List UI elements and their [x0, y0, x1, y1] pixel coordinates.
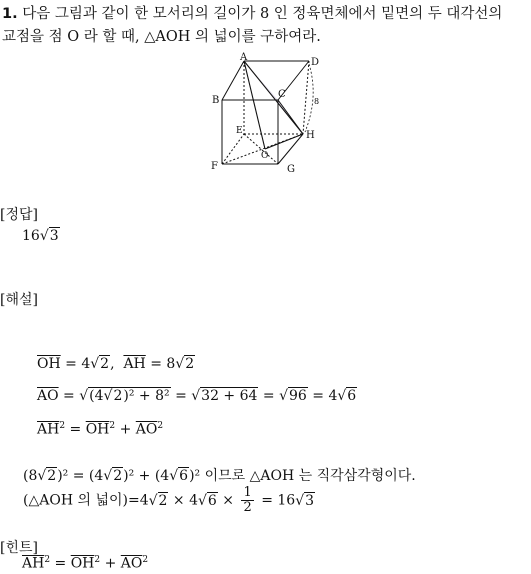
segment-ao: $\overline{AO}$ — [37, 388, 59, 404]
segment-oh: $\overline{OH}$ — [37, 356, 61, 372]
line5-d-rad: 3 — [305, 492, 315, 509]
segment-oh: $\overline{OH}$ — [70, 555, 95, 572]
answer-heading: [정답] — [0, 207, 38, 223]
question-text-1: 다음 그림과 같이 한 모서리의 길이가 8 인 정육면체에서 밑면의 두 대각선의 — [22, 6, 503, 22]
eq1-oh-radicand: 2 — [100, 356, 110, 372]
solution-eq-1 — [37, 356, 195, 372]
hint-plus: + — [104, 555, 117, 572]
eq1-ah-coef: = 8 — [150, 356, 176, 372]
hint-heading: [힌트] — [0, 540, 38, 556]
label-F: F — [211, 161, 218, 172]
label-O: O — [261, 151, 269, 161]
eq2-inner-b: )² + 8² — [123, 388, 170, 404]
line4-b: )² = (4 — [57, 468, 104, 484]
solution-eq-3: $\overline{AH}^2 = \overline{OH}^2 + \overline{AO}^2$ — [37, 421, 164, 438]
frac-den: 2 — [243, 500, 252, 515]
eq2-eq3: = — [262, 388, 275, 404]
sqrt-sign: √3 — [295, 492, 315, 509]
sqrt-sign: √2 — [175, 356, 195, 372]
segment-ah: $\overline{AH}$ — [123, 356, 146, 372]
label-E: E — [236, 126, 243, 136]
line4-b-rad: 2 — [113, 468, 123, 484]
segment-ao: $\overline{AO}$ — [135, 421, 158, 438]
line5-a: (△AOH 의 넓이)=4 — [23, 492, 149, 509]
answer-value — [22, 228, 60, 244]
line4-c-rad: 6 — [179, 468, 189, 484]
segment-ao: $\overline{AO}$ — [120, 555, 143, 572]
sqrt-outer: √(4√2)² + 8² — [79, 388, 170, 404]
label-A: A — [240, 52, 248, 63]
solution-heading: [해설] — [0, 292, 38, 308]
label-C: C — [278, 89, 286, 100]
segment-ah: $\overline{AH}$ — [22, 555, 45, 572]
label-D: D — [311, 57, 320, 68]
line4-d: )² — [189, 468, 201, 484]
sqrt-sign: √2 — [103, 388, 123, 404]
sqrt-sign: √6 — [337, 388, 357, 404]
segment-ah: $\overline{AH}$ — [37, 421, 60, 438]
answer-radicand: 3 — [49, 228, 59, 244]
eq2-rad4: 6 — [347, 388, 357, 404]
solution-line-5 — [23, 486, 315, 515]
line5-b: × 4 — [172, 492, 198, 509]
sqrt-sign: √3 — [39, 228, 59, 244]
eq2-rad3: 96 — [289, 388, 307, 404]
question-line-1 — [2, 2, 502, 23]
fraction-one-half — [241, 486, 253, 515]
line5-a-rad: 2 — [158, 492, 168, 509]
line4-a: (8 — [23, 468, 38, 484]
line4-a-rad: 2 — [47, 468, 57, 484]
eq2-eq: = — [63, 388, 75, 404]
eq2-rad2: 32 + 64 — [201, 388, 258, 404]
sqrt-sign: √6 — [198, 492, 217, 509]
hint-eq: $\overline{AH}^2 = \overline{OH}^2 + \overline{AO}^2$ — [22, 555, 149, 572]
question-number: 1. — [2, 6, 18, 22]
eq2-inner-radicand: 2 — [113, 388, 123, 404]
label-G: G — [287, 164, 295, 175]
line4-c: )² + (4 — [123, 468, 170, 484]
sqrt-sign: √6 — [169, 468, 189, 484]
label-B: B — [212, 95, 220, 106]
eq2-eq2: = — [175, 388, 187, 404]
question-line-2 — [2, 25, 321, 46]
answer-coef: 16 — [22, 228, 40, 244]
eq1-ah-radicand: 2 — [185, 356, 195, 372]
hint-eq-sign: = — [54, 555, 67, 572]
eq2-eq4: = 4 — [312, 388, 338, 404]
label-H: H — [306, 130, 315, 141]
line4-text: 이므로 △AOH 는 직각삼각형이다. — [204, 468, 416, 484]
sqrt-sign: √2 — [37, 468, 57, 484]
eq1-oh-coef: = 4 — [65, 356, 91, 372]
eq1-sep: , — [110, 356, 115, 372]
segment-oh: $\overline{OH}$ — [85, 421, 110, 438]
line5-b-rad: 6 — [207, 492, 217, 509]
solution-line-4 — [23, 465, 416, 485]
sqrt-sign: √96 — [279, 388, 307, 404]
eq3-eq: = — [69, 421, 82, 438]
label-edge-length: 8 — [314, 97, 320, 106]
eq3-plus: + — [119, 421, 132, 438]
frac-num: 1 — [243, 485, 252, 500]
cube-figure — [205, 52, 335, 177]
sqrt-sign: √2 — [103, 468, 123, 484]
line5-c: × — [222, 492, 235, 509]
question-text-2: 교점을 점 O 라 할 때, △AOH 의 넓이를 구하여라. — [2, 29, 321, 45]
line5-d: = 16 — [261, 492, 296, 509]
sqrt-sign: √2 — [90, 356, 110, 372]
eq2-inner-a: (4 — [89, 388, 104, 404]
sqrt-sign: √2 — [148, 492, 168, 509]
solution-eq-2 — [37, 388, 357, 404]
sqrt-sign: √32 + 64 — [191, 388, 258, 404]
